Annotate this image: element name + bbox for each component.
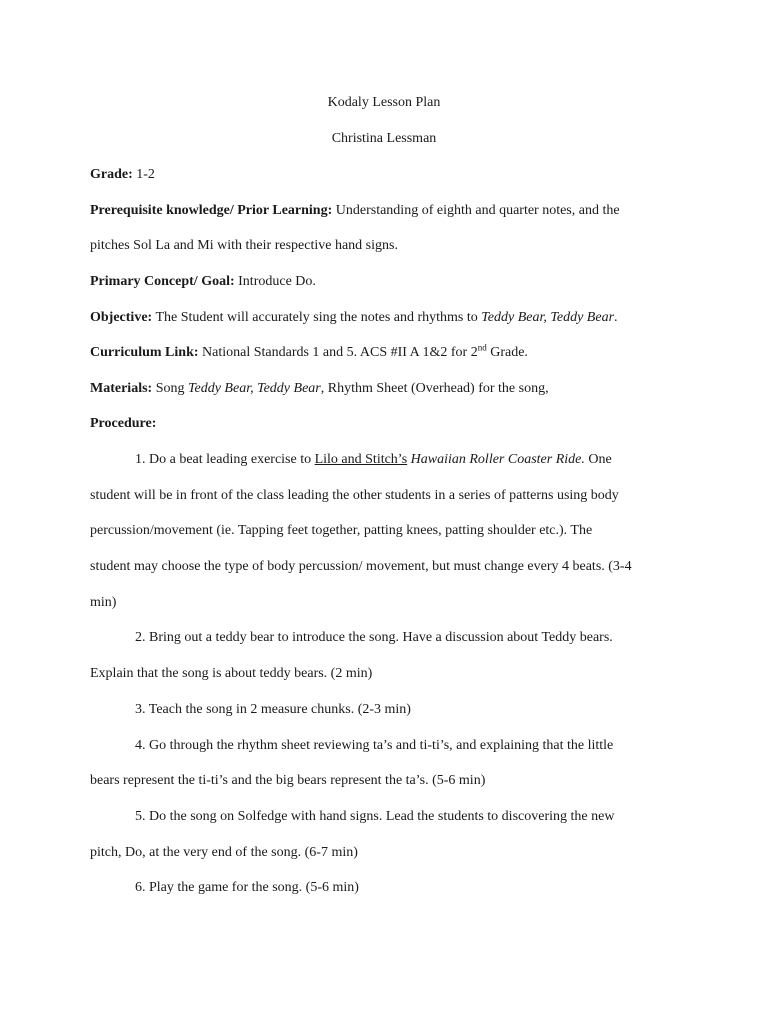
grade-label: Grade: bbox=[90, 167, 133, 182]
materials-line bbox=[90, 380, 549, 398]
step-4-line-1: 4. Go through the rhythm sheet reviewing ta’s and ti-ti’s, and explaining that the little bbox=[135, 738, 614, 753]
objective-end: . bbox=[614, 310, 618, 325]
grade-line bbox=[90, 166, 155, 184]
step-1-line-4: student may choose the type of body percussion/ movement, but must change every 4 beats. (3-4 bbox=[90, 559, 632, 574]
author-name: Christina Lessman bbox=[331, 131, 437, 146]
curriculum-label: Curriculum Link: bbox=[90, 345, 199, 360]
prereq-value: Understanding of eighth and quarter notes, and the bbox=[332, 203, 620, 218]
step-5-line-2: pitch, Do, at the very end of the song. (6-7 min) bbox=[90, 845, 358, 860]
step-4-line-2: bears represent the ti-ti’s and the big bears represent the ta’s. (5-6 min) bbox=[90, 773, 486, 788]
concept-label: Primary Concept/ Goal: bbox=[90, 274, 235, 289]
grade-value: 1-2 bbox=[132, 167, 155, 182]
materials-label: Materials: bbox=[90, 381, 153, 396]
concept-line bbox=[90, 273, 316, 291]
step-2-line-2: Explain that the song is about teddy bears. (2 min) bbox=[90, 666, 373, 681]
step-6-line-1: 6. Play the game for the song. (5-6 min) bbox=[135, 880, 359, 895]
procedure-heading bbox=[90, 415, 156, 433]
step-1-line-1 bbox=[135, 451, 612, 469]
objective-label: Objective: bbox=[90, 310, 153, 325]
step-1-link: Lilo and Stitch’s bbox=[314, 452, 408, 467]
step-1-line-3: percussion/movement (ie. Tapping feet together, patting knees, patting shoulder etc.). The bbox=[90, 523, 593, 538]
objective-line bbox=[90, 309, 618, 327]
materials-end: , Rhythm Sheet (Overhead) for the song, bbox=[320, 381, 549, 396]
prereq-label: Prerequisite knowledge/ Prior Learning: bbox=[90, 203, 333, 218]
step-1-line-5: min) bbox=[90, 595, 117, 610]
procedure-label: Procedure: bbox=[90, 416, 157, 431]
document-title: Kodaly Lesson Plan bbox=[327, 95, 441, 110]
step-5-line-1: 5. Do the song on Solfedge with hand signs. Lead the students to discovering the new bbox=[135, 809, 615, 824]
prereq-line-2: pitches Sol La and Mi with their respective hand signs. bbox=[90, 238, 398, 253]
step-1-end: One bbox=[584, 452, 612, 467]
step-1-pre: 1. Do a beat leading exercise to bbox=[135, 452, 315, 467]
step-3-line-1: 3. Teach the song in 2 measure chunks. (2-3 min) bbox=[135, 702, 411, 717]
curriculum-value: National Standards 1 and 5. ACS #II A 1&2 for 2 bbox=[198, 345, 478, 360]
objective-song: Teddy Bear, Teddy Bear bbox=[481, 310, 615, 325]
prereq-line bbox=[90, 202, 620, 220]
step-1-line-2: student will be in front of the class leading the other students in a series of patterns using body bbox=[90, 488, 619, 503]
concept-value: Introduce Do. bbox=[234, 274, 316, 289]
curriculum-line bbox=[90, 344, 528, 362]
materials-pre: Song bbox=[152, 381, 188, 396]
curriculum-sup: nd bbox=[477, 342, 487, 353]
step-1-title: Hawaiian Roller Coaster Ride. bbox=[410, 452, 585, 467]
step-2-line-1: 2. Bring out a teddy bear to introduce the song. Have a discussion about Teddy bears. bbox=[135, 630, 613, 645]
materials-song: Teddy Bear, Teddy Bear bbox=[188, 381, 321, 396]
curriculum-end: Grade. bbox=[486, 345, 528, 360]
objective-value: The Student will accurately sing the notes and rhythms to bbox=[152, 310, 482, 325]
